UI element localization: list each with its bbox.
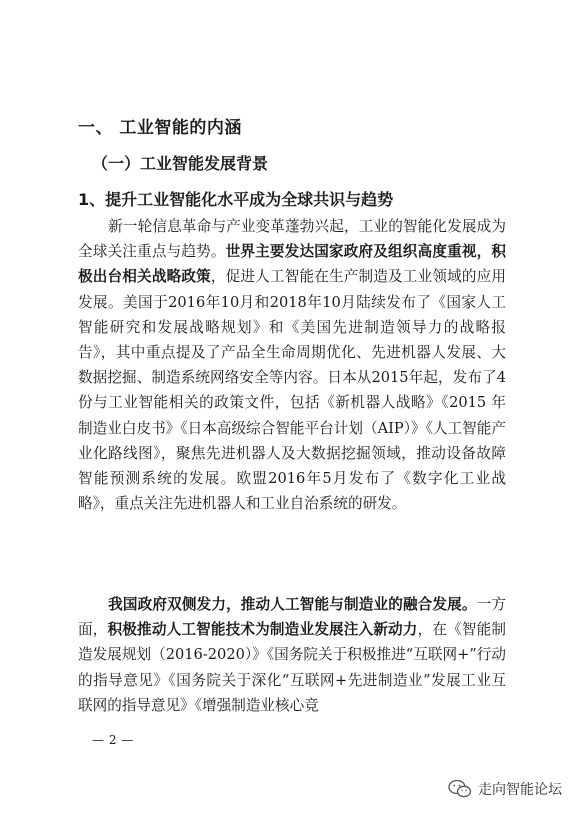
wechat-icon	[448, 779, 472, 799]
paragraph2-emphasis-b: 积极推动人工智能技术为制造业发展注入新动力	[107, 621, 418, 639]
subsection-heading: （一）工业智能发展背景	[92, 154, 269, 173]
paragraph1-text-b: ，促进人工智能在生产制造及工业领域的应用发展。美国于2016年10月和2018年10月陆续发布了《国家人工智能研究和发展战略规划》和《美国先进制造领导力的战略报告》，其中重点提及了产品全生命周期优化、先进机器人发展、大数据挖掘、制造系统网络安全等内容。日本从2015年起，发布了4份与工业智能相关的政策文件，包括《新机器人战略》《2015 年制造业白皮书》《日本高级综合智能平台计划（AIP）》《人工智能产业化路线图》，聚焦先进机器人及大数据挖掘领域，推动设备故障智能预测系统的发展。欧盟2016年5月发布了《数字化工业战略》，重点关注先进机器人和工业自治系统的研发。	[78, 268, 506, 513]
paragraph1-emphasis: 世界主要发达国家政府及组织高度重视，积极出台相关战略政策	[78, 243, 506, 286]
paragraph2-text-b: ，在《智能制造发展规划（2016-2020）》《国务院关于积极推进“互联网+”行动的指导意见》《国务院关于深化“互联网+先进制造业”发展工业互联网的指导意见》《增强制造业核心竞	[78, 621, 506, 714]
source-watermark	[448, 779, 562, 799]
paragraph-global-consensus	[78, 214, 506, 516]
paragraph2-emphasis-a: 我国政府双侧发力，推动人工智能与制造业的融合发展。	[108, 596, 477, 613]
topic-heading: 1、提升工业智能化水平成为全球共识与趋势	[78, 190, 394, 209]
section-heading: 一、 工业智能的内涵	[78, 118, 242, 138]
watermark-label: 走向智能论坛	[478, 782, 562, 798]
paragraph2-text-a: 一方面，	[78, 596, 506, 639]
page-number: — 2 —	[92, 733, 134, 747]
paragraph-china-policy	[78, 592, 506, 718]
paragraph1-text-a: 新一轮信息革命与产业变革蓬勃兴起，工业的智能化发展成为全球关注重点与趋势。	[78, 218, 506, 261]
